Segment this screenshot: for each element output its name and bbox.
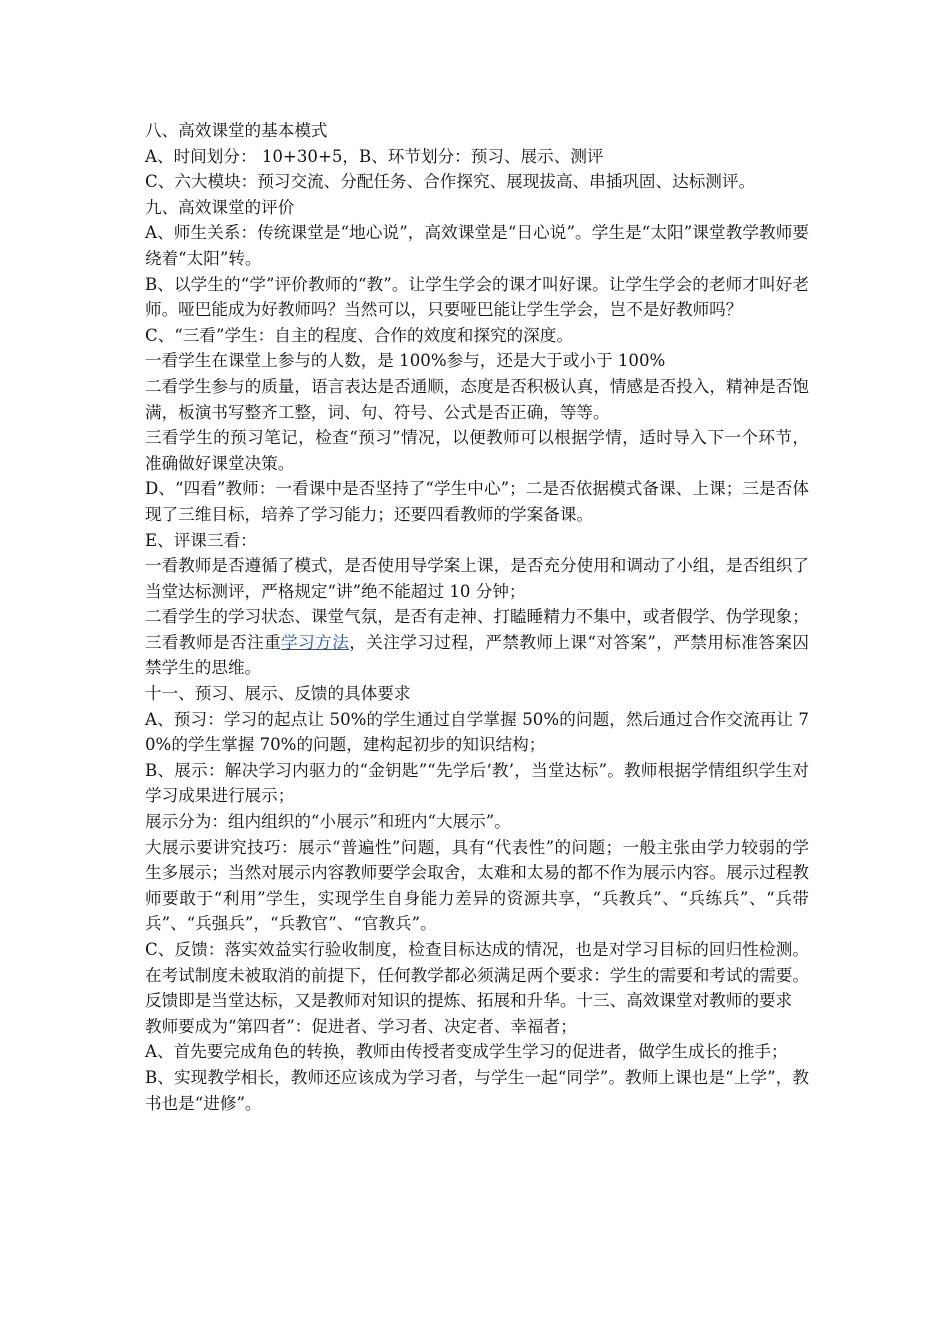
paragraph: 一看教师是否遵循了模式，是否使用导学案上课，是否充分使用和调动了小组，是否组织了当堂达标测评，严格规定“讲”绝不能超过 10 分钟；: [145, 556, 809, 601]
paragraph: A、时间划分： 10+30+5，B、环节划分：预习、展示、测评: [145, 146, 604, 166]
paragraph: D、“四看”教师：一看课中是否坚持了“学生中心”；二是否依据模式备课、上课；三是否体现了三维目标，培养了学习能力；还要四看教师的学案备课。: [145, 479, 809, 524]
paragraph: 大展示要讲究技巧：展示“普遍性”问题，具有“代表性”的问题；一般主张由学力较弱的学生多展示；当然对展示内容教师要学会取舍，太难和太易的都不作为展示内容。展示过程教师要敢于“利用”学生，实现学生自身能力差异的资源共享，“兵教兵”、“兵练兵”、“兵带兵”、“兵强兵”，“兵教官”、“官教兵”。: [145, 837, 809, 934]
paragraph: B、实现教学相长，教师还应该成为学习者，与学生一起“同学”。教师上课也是“上学”，教书也是“进修”。: [145, 1067, 809, 1113]
document-page: [145, 118, 809, 1116]
paragraph: C、“三看”学生：自主的程度、合作的效度和探究的深度。: [145, 325, 573, 345]
paragraph: 展示分为：组内组织的“小展示”和班内“大展示”。: [145, 812, 511, 832]
paragraph: C、六大模块：预习交流、分配任务、合作探究、展现拔高、串插巩固、达标测评。: [145, 172, 756, 192]
paragraph: C、反馈：落实效益实行验收制度，检查目标达成的情况，也是对学习目标的回归性检测。在考试制度未被取消的前提下，任何教学都必须满足两个要求：学生的需要和考试的需要。反馈即是当堂达标，又是教师对知识的提炼、拓展和升华。十三、高效课堂对教师的要求: [145, 940, 809, 1011]
paragraph: B、以学生的“学”评价教师的“教”。让学生学会的课才叫好课。让学生学会的老师才叫好老师。哑巴能成为好教师吗？当然可以，只要哑巴能让学生学会，岂不是好教师吗？: [145, 274, 809, 320]
section-heading-11: 十一、预习、展示、反馈的具体要求: [145, 684, 411, 704]
paragraph: 教师要成为“第四者”：促进者、学习者、决定者、幸福者；: [145, 1016, 577, 1036]
paragraph: 一看学生在课堂上参与的人数，是 100%参与，还是大于或小于 100%: [145, 351, 666, 371]
paragraph: A、首先要完成角色的转换，教师由传授者变成学生学习的促进者，做学生成长的推手；: [145, 1042, 788, 1062]
section-heading-8: 八、高效课堂的基本模式: [145, 121, 328, 140]
paragraph: 二看学生参与的质量，语言表达是否通顺，态度是否积极认真，情感是否投入，精神是否饱满，板演书写整齐工整，词、句、符号、公式是否正确，等等。: [145, 376, 809, 422]
paragraph: A、预习：学习的起点让 50%的学生通过自学掌握 50%的问题，然后通过合作交流再让 70%的学生掌握 70%的问题，建构起初步的知识结构；: [145, 709, 809, 755]
paragraph-text: 三看教师是否注重: [145, 632, 282, 652]
paragraph-with-link: [145, 630, 809, 681]
paragraph: E、评课三看：: [145, 530, 257, 550]
section-heading-9: 九、高效课堂的评价: [145, 197, 295, 217]
paragraph: B、展示：解决学习内驱力的“金钥匙”“先学后‘教’，当堂达标”。教师根据学情组织学生对学习成果进行展示；: [145, 760, 809, 806]
paragraph: 三看学生的预习笔记，检查“预习”情况，以便教师可以根据学情，适时导入下一个环节，准确做好课堂决策。: [145, 428, 809, 473]
learning-method-link[interactable]: 学习方法: [281, 632, 350, 652]
paragraph-text: ，关注学习过程，严禁教师上课“对答案”，严禁用标准答案囚禁学生的思维。: [145, 632, 810, 678]
paragraph: 二看学生的学习状态、课堂气氛，是否有走神、打瞌睡精力不集中，或者假学、伪学现象；: [145, 607, 809, 627]
paragraph: A、师生关系：传统课堂是“地心说”，高效课堂是“日心说”。学生是“太阳”课堂教学教师要绕着“太阳”转。: [145, 223, 809, 268]
